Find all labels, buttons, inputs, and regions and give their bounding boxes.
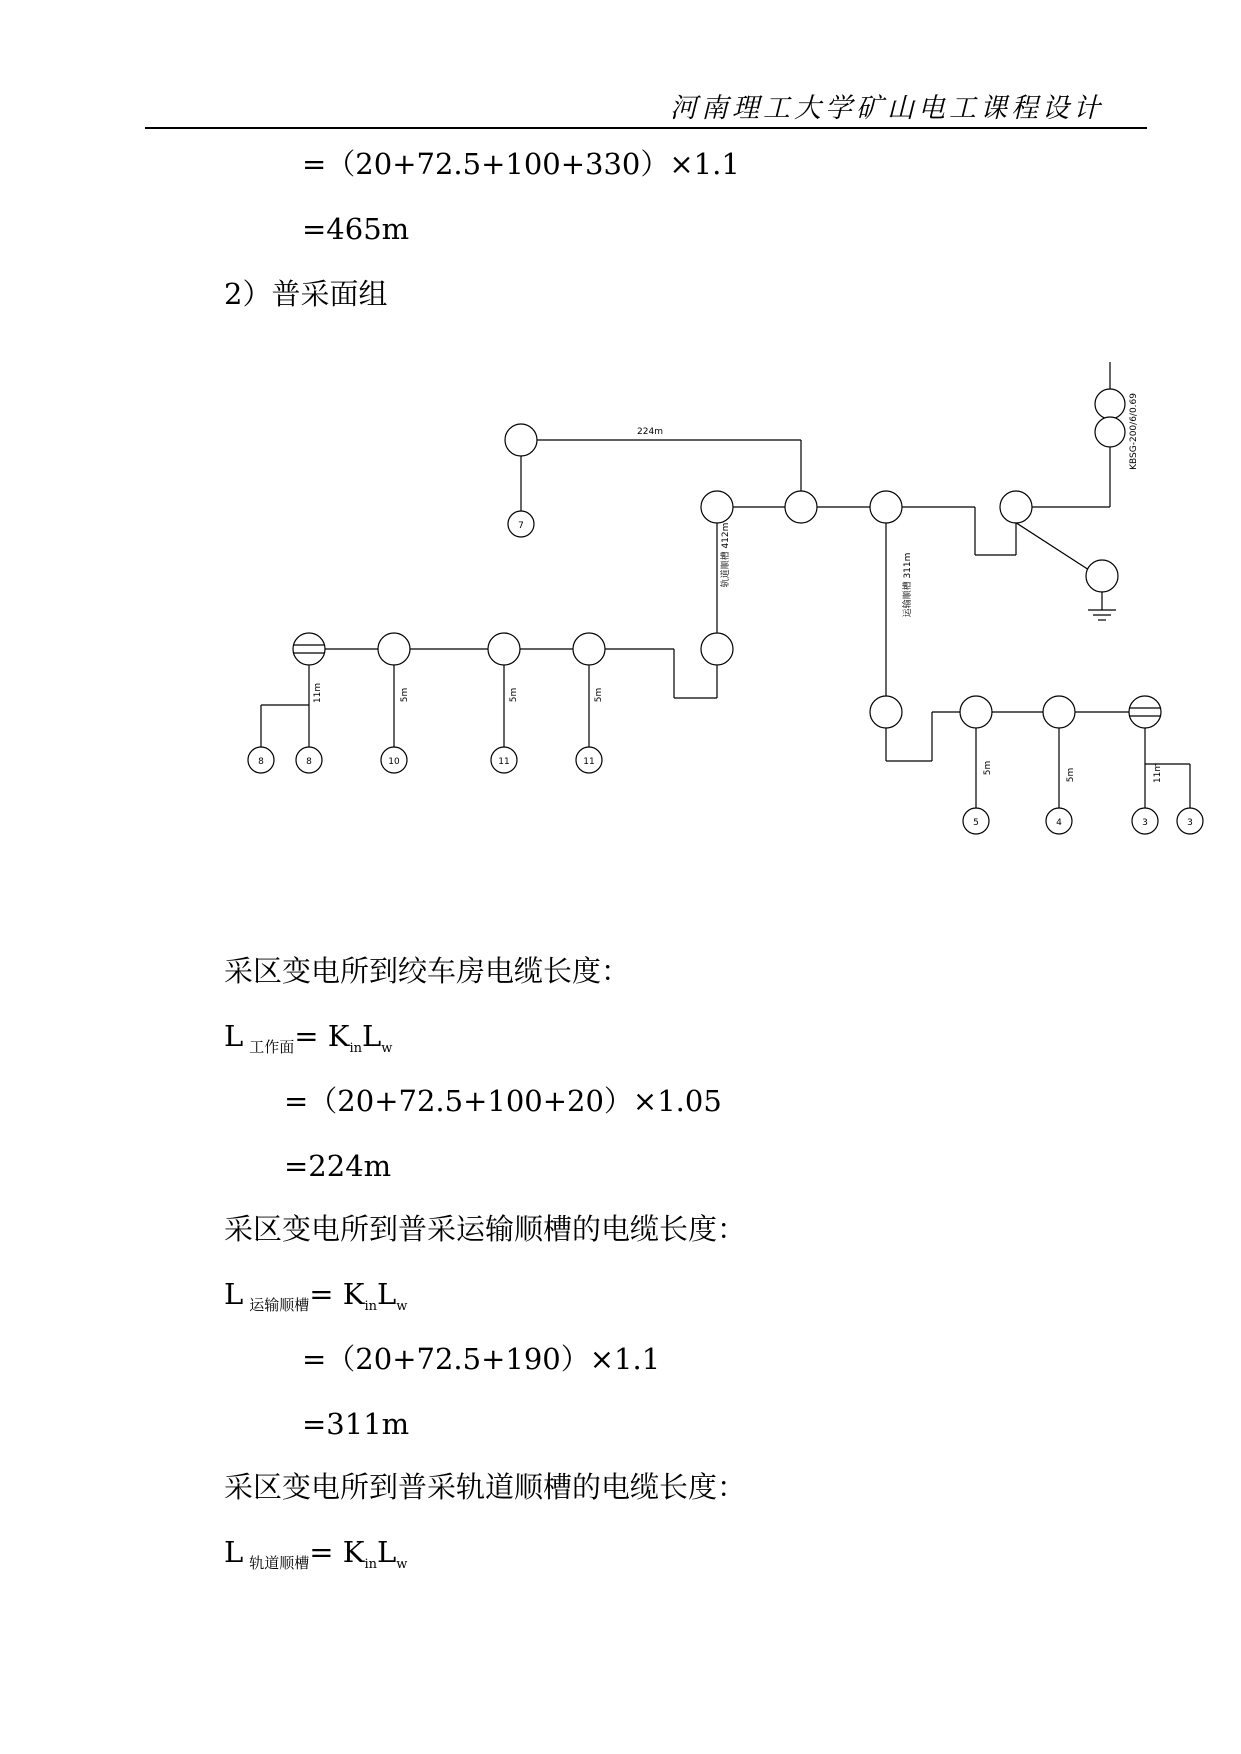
branch-length-label: 5m (594, 687, 604, 703)
formula-line-2: =（20+72.5+100+20）×1.05 (284, 1084, 722, 1118)
load-label: 7 (518, 521, 524, 531)
formula-equals: = K (309, 1535, 365, 1569)
rail-length-label: 轨道顺槽 412m (721, 522, 731, 588)
formula-workface (224, 1019, 393, 1056)
formula-result-3: =311m (302, 1407, 410, 1441)
formula-rail (224, 1535, 408, 1572)
load-label: 8 (306, 757, 312, 767)
load-label: 3 (1142, 818, 1148, 828)
formula-symbol-L: L (377, 1535, 397, 1569)
paragraph-transport-cable: 采区变电所到普采运输顺槽的电缆长度： (224, 1212, 747, 1246)
formula-subscript-w: w (396, 1557, 408, 1572)
formula-result-1: =465m (302, 212, 410, 246)
load-label: 11 (583, 757, 595, 767)
branch-length-label: 5m (509, 687, 519, 703)
top-length-label: 224m (637, 427, 663, 437)
formula-subscript: 轨道顺槽 (249, 1554, 310, 1572)
formula-subscript: 运输顺槽 (249, 1296, 310, 1314)
formula-result-2: =224m (284, 1149, 392, 1183)
transport-length-label: 运输顺槽 311m (903, 552, 913, 618)
paragraph-winch-cable: 采区变电所到绞车房电缆长度： (224, 954, 631, 988)
section-heading: 2）普采面组 (224, 277, 388, 311)
load-label: 5 (973, 818, 979, 828)
formula-subscript-in: in (364, 1299, 377, 1314)
load-label: 4 (1056, 818, 1062, 828)
load-label: 8 (258, 757, 264, 767)
formula-symbol: L (224, 1277, 244, 1311)
formula-equals: = K (294, 1019, 350, 1053)
formula-subscript-w: w (381, 1041, 393, 1056)
formula-line-1: =（20+72.5+100+330）×1.1 (302, 147, 740, 181)
branch-length-label: 5m (1066, 767, 1076, 783)
header-title: 河南理工大学矿山电工课程设计 (670, 93, 1104, 124)
formula-equals: = K (309, 1277, 365, 1311)
formula-symbol: L (224, 1535, 244, 1569)
formula-symbol-L: L (362, 1019, 382, 1053)
load-label: 3 (1187, 818, 1193, 828)
load-label: 10 (388, 757, 400, 767)
formula-symbol: L (224, 1019, 244, 1053)
load-label: 11 (498, 757, 510, 767)
branch-length-label: 11m (313, 682, 323, 704)
formula-subscript-w: w (396, 1299, 408, 1314)
formula-symbol-L: L (377, 1277, 397, 1311)
formula-subscript: 工作面 (249, 1038, 295, 1056)
branch-length-label: 5m (983, 760, 993, 776)
branch-length-label: 11m (1153, 762, 1163, 784)
paragraph-rail-cable: 采区变电所到普采轨道顺槽的电缆长度： (224, 1470, 747, 1504)
formula-line-3: =（20+72.5+190）×1.1 (302, 1342, 661, 1376)
formula-subscript-in: in (349, 1041, 362, 1056)
branch-length-label: 5m (400, 687, 410, 703)
transformer-label: KBSG-200/6/0.69 (1129, 393, 1139, 470)
formula-subscript-in: in (364, 1557, 377, 1572)
formula-transport (224, 1277, 408, 1314)
